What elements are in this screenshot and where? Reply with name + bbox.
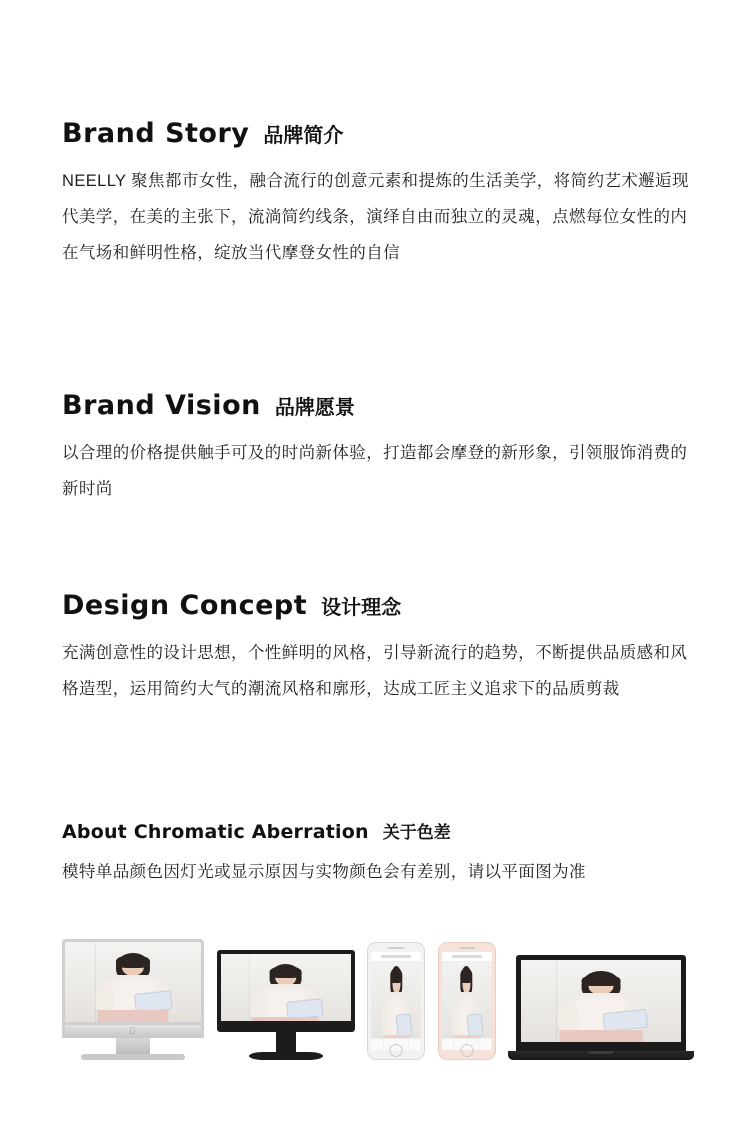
section-brand-vision (62, 390, 694, 507)
brand-vision-body: 以合理的价格提供触手可及的时尚新体验，打造都会摩登的新形象，引领服饰消费的新时尚 (62, 444, 688, 498)
chromatic-aberration-body: 模特单品颜色因灯光或显示原因与实物颜色会有差别，请以平面图为准 (62, 863, 586, 881)
brand-story-heading (62, 118, 694, 149)
chromatic-aberration-heading (62, 818, 694, 843)
design-concept-body: 充满创意性的设计思想，个性鲜明的风格，引导新流行的趋势，不断提供品质感和风格造型，运用简约大气的潮流风格和廓形，达成工匠主义追求下的品质剪裁 (62, 644, 688, 698)
monitor-stand-foot (249, 1052, 323, 1060)
monitor-screen (217, 950, 355, 1032)
phone-white-screen (371, 952, 421, 1050)
laptop-lid (516, 955, 686, 1051)
chromatic-aberration-heading-en: About Chromatic Aberration (62, 821, 369, 843)
chromatic-aberration-heading-cn: 关于色差 (382, 823, 451, 843)
imac-stand-foot (81, 1054, 185, 1060)
brand-vision-heading (62, 390, 694, 421)
model-photo-monitor (221, 954, 351, 1028)
imac-chin (62, 1025, 204, 1038)
brand-story-body: NEELLY 聚焦都市女性，融合流行的创意元素和提炼的生活美学，将简约艺术邂逅现代美学，在美的主张下，流淌简约线条，演绎自由而独立的灵魂，点燃每位女性的内在气场和鲜明性格，绽放当代摩登女性的自信 (62, 172, 689, 262)
design-concept-heading (62, 590, 694, 621)
phone-speaker-icon (459, 947, 475, 949)
desktop-imac (62, 939, 204, 1060)
phone-status-bar (442, 952, 492, 962)
phone-rose-body (438, 942, 496, 1060)
brand-vision-heading-cn: 品牌愿景 (274, 395, 355, 419)
model-photo-laptop (521, 960, 681, 1042)
laptop-base (508, 1051, 694, 1060)
design-concept-heading-en: Design Concept (62, 590, 308, 621)
section-brand-story (62, 118, 694, 271)
section-chromatic-aberration (62, 818, 694, 887)
smartphone-white (367, 942, 425, 1060)
device-display-row (62, 915, 694, 1060)
monitor-stand-neck (276, 1032, 296, 1052)
laptop (508, 955, 694, 1060)
monitor-brand-bar (221, 1021, 351, 1028)
model-photo-imac (65, 942, 201, 1022)
phone-home-button-icon (460, 1044, 473, 1057)
imac-screen (62, 939, 204, 1025)
design-concept-heading-cn: 设计理念 (321, 595, 402, 619)
imac-stand-neck (116, 1038, 150, 1054)
phone-home-button-icon (390, 1044, 403, 1057)
brand-story-heading-cn: 品牌简介 (263, 123, 344, 147)
phone-speaker-icon (388, 947, 404, 949)
phone-status-bar (371, 952, 421, 962)
desktop-monitor (217, 950, 355, 1060)
apple-logo-icon (129, 1027, 137, 1036)
section-design-concept (62, 590, 694, 707)
phone-rose-screen (442, 952, 492, 1050)
phone-white-body (367, 942, 425, 1060)
laptop-notch (588, 1051, 614, 1054)
smartphone-rose-gold (438, 942, 496, 1060)
brand-story-heading-en: Brand Story (62, 118, 250, 149)
model-photo-phone-white (371, 952, 421, 1050)
model-photo-phone-rose (442, 952, 492, 1050)
brand-vision-heading-en: Brand Vision (62, 390, 261, 421)
